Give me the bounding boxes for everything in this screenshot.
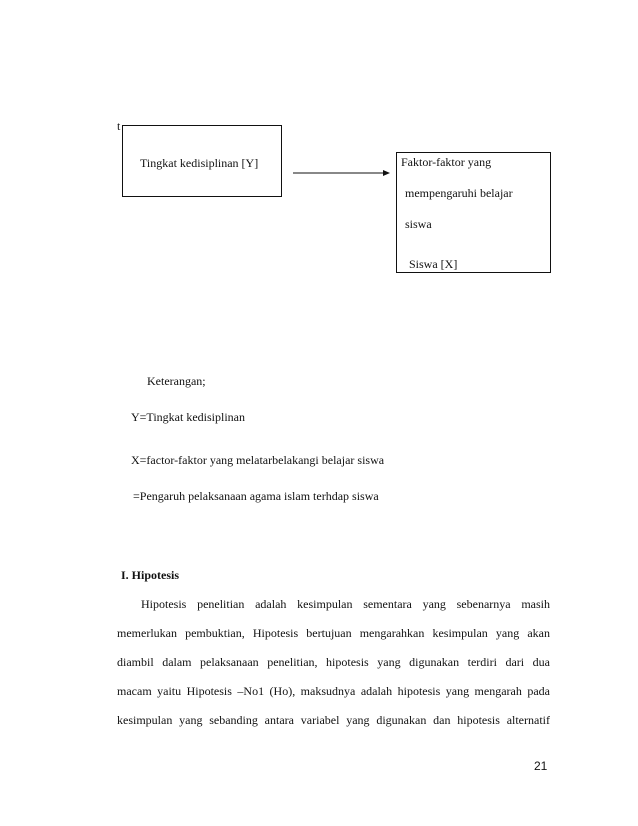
paragraph-line-3: diambil dalam pelaksanaan penelitian, hipotesis yang digunakan terdiri dari dua (117, 655, 550, 669)
section-heading: I. Hipotesis (121, 568, 180, 582)
paragraph-line-5: kesimpulan yang sebanding antara variabel yang digunakan dan hipotesis alternatif (117, 713, 550, 727)
box-right-line-3: siswa (405, 217, 432, 231)
influence-arrow (293, 168, 393, 178)
page-number: 21 (534, 759, 548, 773)
legend-item-arrow: =Pengaruh pelaksanaan agama islam terhdap siswa (133, 489, 379, 503)
box-left-label: Tingkat kedisiplinan [Y] (140, 156, 259, 170)
paragraph-line-4: macam yaitu Hipotesis –No1 (Ho), maksudnya adalah hipotesis yang mengarah pada (117, 684, 550, 698)
legend-item-y: Y=Tingkat kedisiplinan (131, 410, 245, 424)
legend-item-x: X=factor-faktor yang melatarbelakangi belajar siswa (131, 453, 385, 467)
box-right-line-2: mempengaruhi belajar (405, 186, 513, 200)
dependent-variable-box (396, 152, 551, 273)
independent-variable-box (122, 125, 282, 197)
box-right-line-4: Siswa [X] (409, 257, 458, 271)
paragraph-line-2: memerlukan pembuktian, Hipotesis bertujuan mengarahkan kesimpulan yang akan (117, 626, 550, 640)
box-right-line-1: Faktor-faktor yang (401, 155, 492, 169)
paragraph-line-1: Hipotesis penelitian adalah kesimpulan sementara yang sebenarnya masih (141, 597, 550, 611)
stray-mark: t (117, 119, 121, 133)
legend-title: Keterangan; (147, 374, 206, 388)
